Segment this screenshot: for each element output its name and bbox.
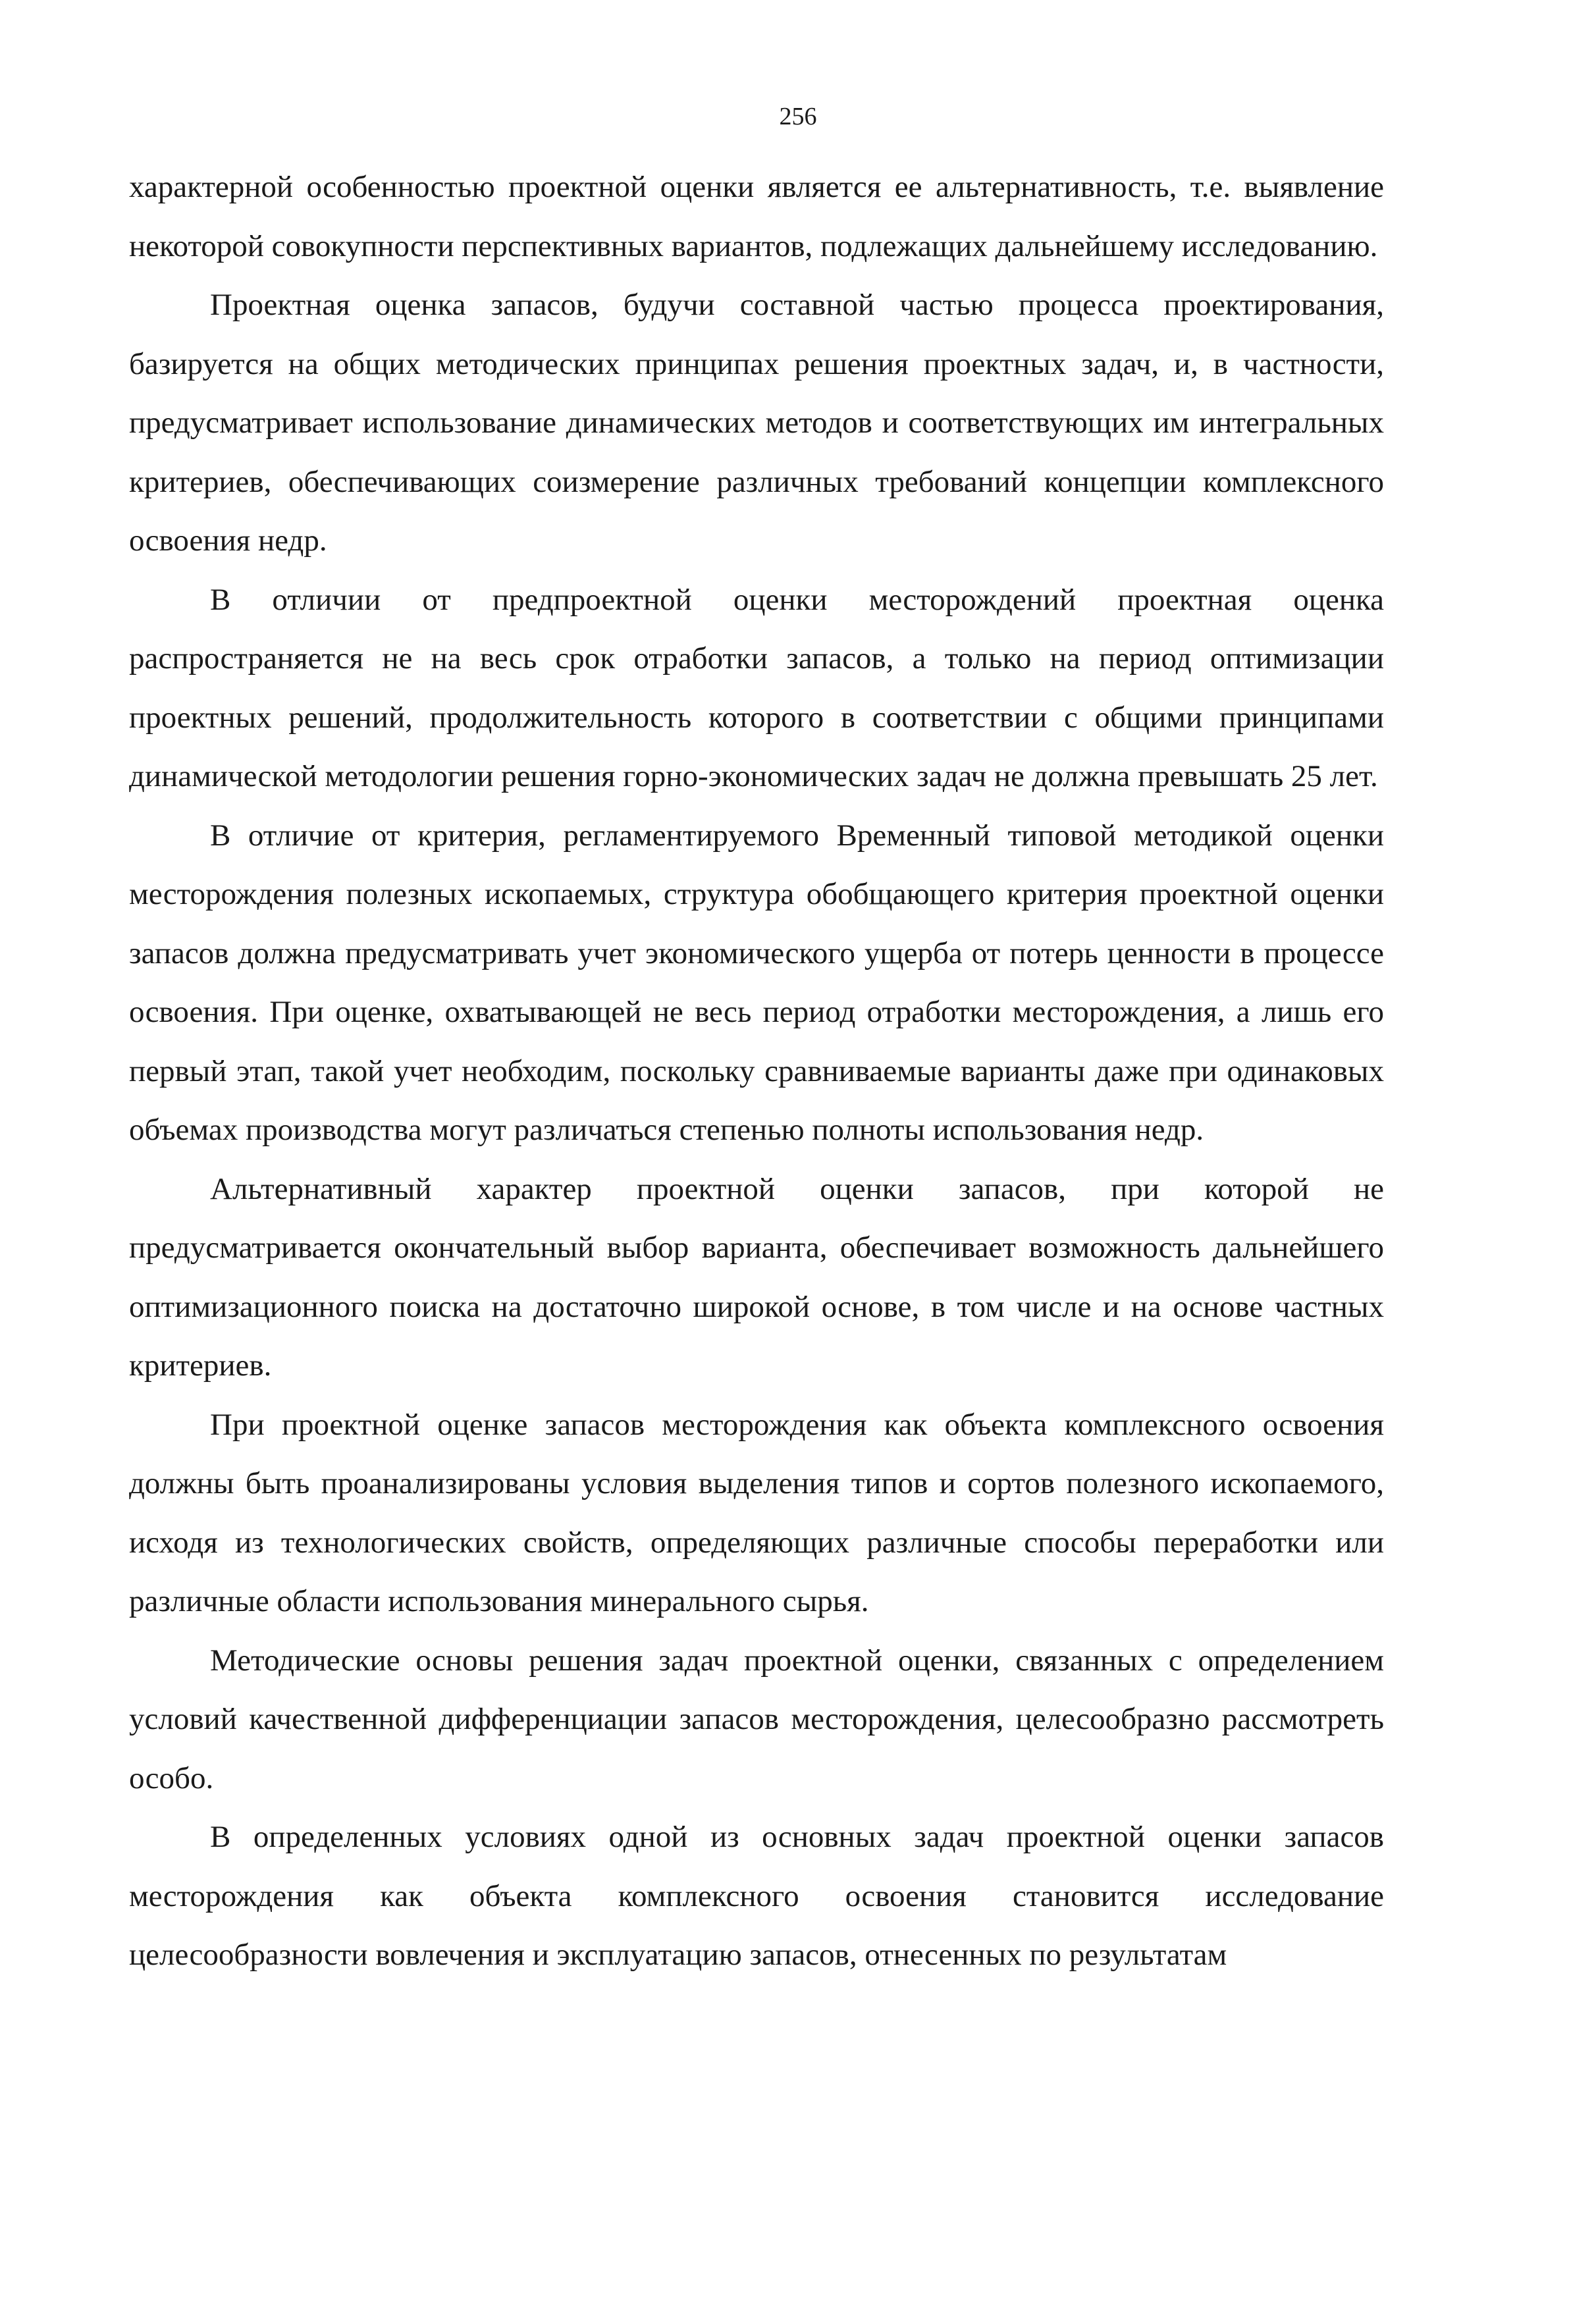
paragraph: При проектной оценке запасов месторождения как объекта комплексного освоения должны быть проанализированы условия выделения типов и сортов полезного ископаемого, исходя из технологических свойств, определяющих различные способы переработки или различные области использования минерального сырья. bbox=[129, 1407, 1384, 1618]
paragraph: В отличии от предпроектной оценки месторождений проектная оценка распространяется не на весь срок отработки запасов, а только на период оптимизации проектных решений, продолжительность которого в соответствии с общими принципами динамической методологии решения горно-экономических задач не должна превышать 25 лет. bbox=[129, 582, 1384, 793]
paragraph: Методические основы решения задач проектной оценки, связанных с определением условий качественной дифференциации запасов месторождения, целесообразно рассмотреть особо. bbox=[129, 1643, 1384, 1795]
paragraph: Проектная оценка запасов, будучи составной частью процесса проектирования, базируется на общих методических принципах решения проектных задач, и, в частности, предусматривает использование динамических методов и соответствующих им интегральных критериев, обеспечивающих соизмерение различных требований концепции комплексного освоения недр. bbox=[129, 288, 1384, 558]
paragraph: В определенных условиях одной из основных задач проектной оценки запасов месторождения как объекта комплексного освоения становится исследование целесообразности вовлечения и эксплуатацию запасов, отнесенных по результатам bbox=[129, 1820, 1384, 1972]
page-number: 256 bbox=[779, 103, 817, 130]
paragraph-continuation: характерной особенностью проектной оценки является ее альтернативность, т.е. выявление некоторой совокупности перспективных вариантов, подлежащих дальнейшему исследованию. bbox=[129, 170, 1384, 263]
document-body bbox=[129, 158, 1384, 1985]
paragraph: Альтернативный характер проектной оценки запасов, при которой не предусматривается окончательный выбор варианта, обеспечивает возможность дальнейшего оптимизационного поиска на достаточно широкой основе, в том числе и на основе частных критериев. bbox=[129, 1171, 1384, 1383]
paragraph: В отличие от критерия, регламентируемого Временный типовой методикой оценки месторождения полезных ископаемых, структура обобщающего критерия проектной оценки запасов должна предусматривать учет экономического ущерба от потерь ценности в процессе освоения. При оценке, охватывающей не весь период отработки месторождения, а лишь его первый этап, такой учет необходим, поскольку сравниваемые варианты даже при одинаковых объемах производства могут различаться степенью полноты использования недр. bbox=[129, 818, 1384, 1147]
